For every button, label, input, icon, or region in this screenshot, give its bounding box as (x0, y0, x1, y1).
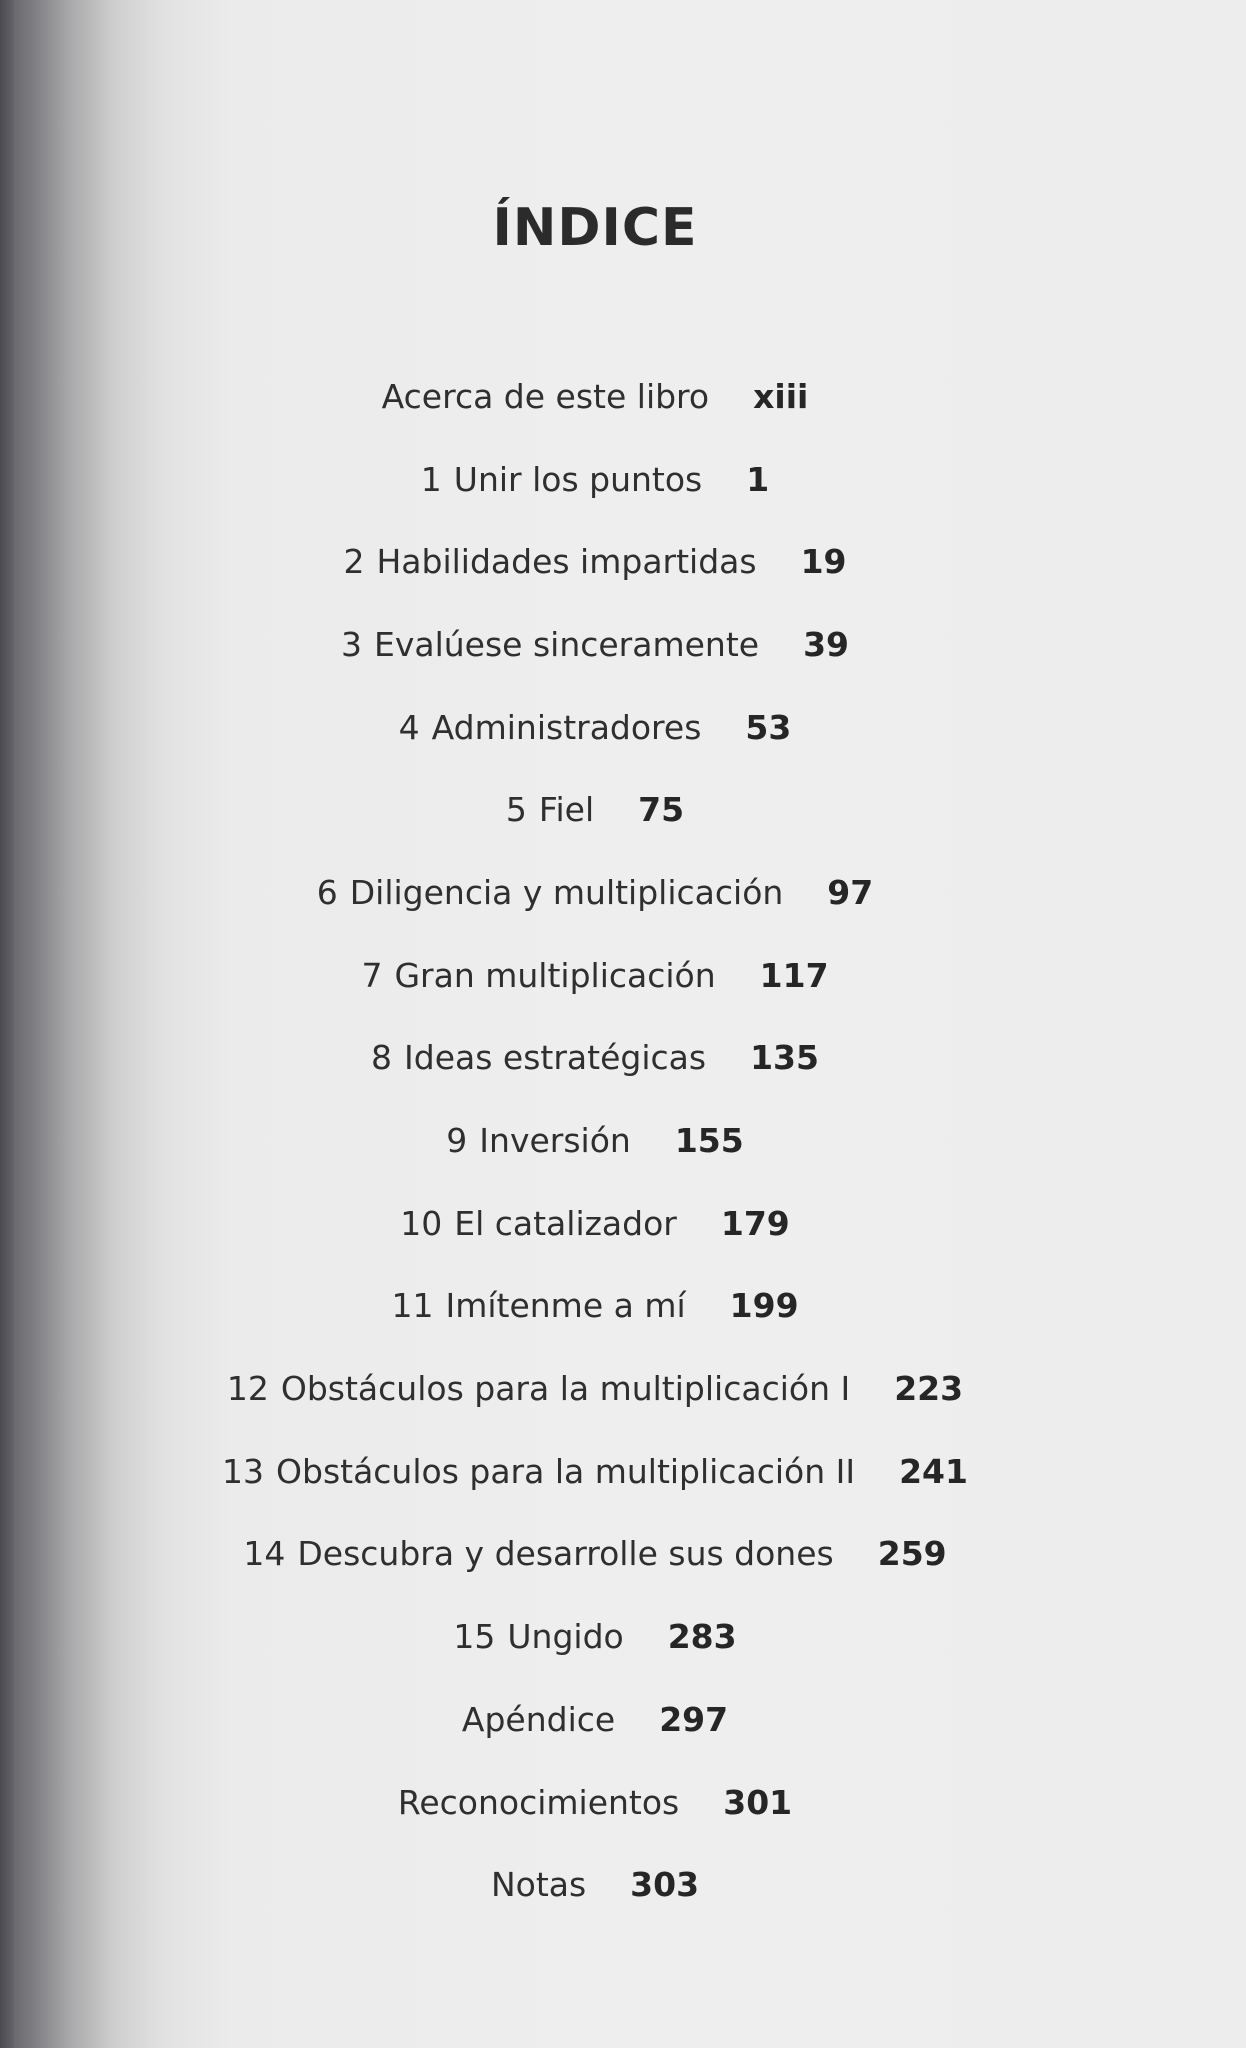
toc-entry-title: Evalúese sinceramente (373, 624, 760, 664)
toc-entry-page: 259 (877, 1534, 947, 1574)
toc-entry-page: 117 (759, 955, 829, 995)
toc-entry (0, 1182, 1190, 1265)
toc-entry-number: 13 (222, 1451, 265, 1491)
toc-entry (0, 1513, 1190, 1596)
toc-entry-title: Unir los puntos (453, 459, 703, 499)
page-title: ÍNDICE (492, 198, 698, 258)
table-of-contents (0, 355, 1190, 1926)
toc-entry (0, 1017, 1190, 1100)
toc-entry-number: 14 (243, 1534, 286, 1574)
toc-entry (0, 603, 1190, 686)
toc-entry-number: 1 (420, 459, 442, 499)
toc-entry-number: 10 (400, 1203, 443, 1243)
toc-entry (0, 934, 1190, 1017)
toc-entry-page: 19 (800, 542, 847, 582)
toc-entry-page: 75 (638, 790, 685, 830)
toc-entry-number: 3 (340, 624, 362, 664)
toc-entry-number: 15 (453, 1617, 496, 1657)
toc-entry (0, 1678, 1190, 1761)
toc-entry (0, 768, 1190, 851)
toc-entry-page: 223 (894, 1369, 964, 1409)
toc-entry-title: Inversión (479, 1121, 631, 1161)
toc-entry-title: Imítenme a mí (445, 1286, 686, 1326)
toc-entry (0, 1595, 1190, 1678)
toc-entry-number: 4 (398, 707, 420, 747)
toc-entry-title: Gran multiplicación (394, 955, 716, 995)
toc-entry-page: 283 (667, 1617, 737, 1657)
toc-entry-number: 5 (505, 790, 527, 830)
toc-entry-page: 199 (729, 1286, 799, 1326)
toc-entry (0, 438, 1190, 521)
toc-entry-title: Ideas estratégicas (404, 1038, 707, 1078)
toc-entry-page: 1 (746, 459, 770, 499)
toc-entry-number: 7 (361, 955, 383, 995)
toc-entry (0, 851, 1190, 934)
toc-entry-title: Fiel (538, 790, 595, 830)
toc-entry-page: 241 (899, 1451, 968, 1491)
toc-entry-number: 11 (391, 1286, 434, 1326)
toc-entry-page: xiii (753, 376, 809, 416)
toc-entry-title: Apéndice (461, 1699, 616, 1739)
toc-entry-title: Ungido (507, 1617, 624, 1657)
toc-entry-title: Obstáculos para la multiplicación II (276, 1451, 856, 1491)
toc-entry-page: 179 (720, 1203, 790, 1243)
toc-entry (0, 520, 1190, 603)
toc-entry (0, 1347, 1190, 1430)
toc-entry-title: Obstáculos para la multiplicación I (280, 1369, 851, 1409)
toc-entry-title: Descubra y desarrolle sus dones (297, 1534, 834, 1574)
toc-entry-page: 155 (674, 1121, 744, 1161)
toc-entry-number: 8 (371, 1038, 393, 1078)
toc-entry-title: Habilidades impartidas (376, 542, 757, 582)
toc-entry (0, 1265, 1190, 1348)
toc-entry-title: Reconocimientos (397, 1782, 680, 1822)
toc-entry-page: 301 (723, 1782, 793, 1822)
toc-entry (0, 1761, 1190, 1844)
toc-entry-title: Diligencia y multiplicación (349, 872, 784, 912)
toc-entry (0, 355, 1190, 438)
toc-entry-page: 297 (659, 1699, 729, 1739)
toc-entry-title: Acerca de este libro (381, 376, 710, 416)
toc-entry (0, 686, 1190, 769)
toc-entry-number: 6 (316, 872, 338, 912)
toc-entry-page: 53 (745, 707, 792, 747)
toc-entry-title: Notas (490, 1865, 587, 1905)
toc-entry-page: 39 (803, 624, 850, 664)
toc-entry-title: Administradores (431, 707, 702, 747)
toc-entry-number: 2 (343, 542, 365, 582)
toc-entry-page: 97 (827, 872, 874, 912)
toc-entry (0, 1099, 1190, 1182)
toc-entry-page: 135 (750, 1038, 819, 1078)
toc-entry-page: 303 (630, 1865, 700, 1905)
toc-entry (0, 1843, 1190, 1926)
toc-entry-number: 12 (226, 1369, 269, 1409)
toc-entry (0, 1430, 1190, 1513)
toc-entry-title: El catalizador (454, 1203, 677, 1243)
toc-entry-number: 9 (446, 1121, 468, 1161)
